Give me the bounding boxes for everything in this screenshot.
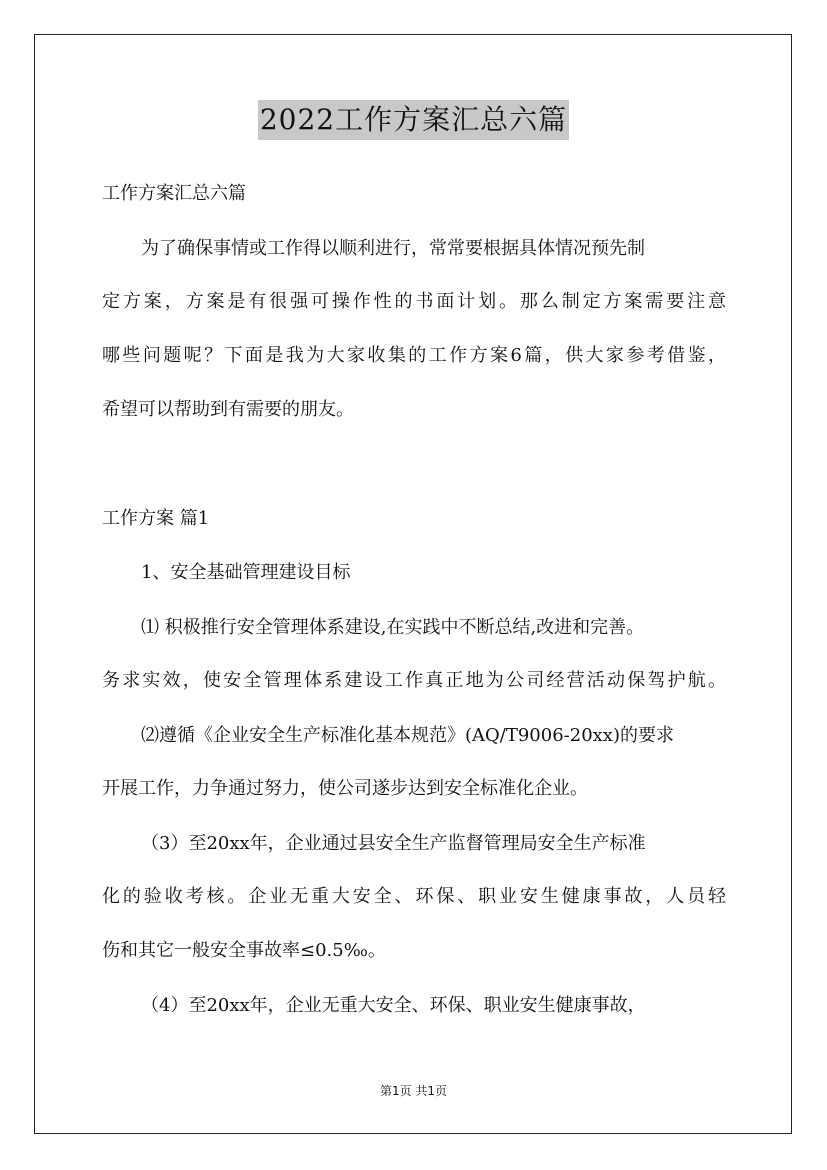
paragraph-line: （3）至20xx年，企业通过县安全生产监督管理局安全生产标准 [141,833,646,854]
document-title: 2022工作方案汇总六篇 [258,100,569,140]
section-subheading: 1、安全基础管理建设目标 [141,562,351,583]
paragraph-line: 为了确保事情或工作得以顺利进行，常常要根据具体情况预先制 [141,238,645,259]
section-heading: 工作方案 篇1 [102,508,210,529]
paragraph-line: 希望可以帮助到有需要的朋友。 [102,399,354,420]
paragraph-line: 哪些问题呢？下面是我为大家收集的工作方案6篇，供大家参考借鉴， [102,345,726,366]
paragraph-line: ⑵遵循《企业安全生产标准化基本规范》(AQ/T9006-20xx)的要求 [141,725,674,746]
paragraph-line: 伤和其它一般安全事故率≤0.5‰。 [102,940,386,961]
paragraph-line: 开展工作，力争通过努力，使公司遂步达到安全标准化企业。 [102,778,588,799]
document-title-wrap [0,100,827,140]
paragraph-line: （4）至20xx年，企业无重大安全、环保、职业安生健康事故， [141,995,646,1016]
paragraph-line: 化的验收考核。企业无重大安全、环保、职业安生健康事故，人员轻 [102,886,726,907]
paragraph-line: 定方案，方案是有很强可操作性的书面计划。那么制定方案需要注意 [102,291,726,312]
page-footer: 第1页 共1页 [379,1084,448,1098]
paragraph-line: ⑴ 积极推行安全管理体系建设,在实践中不断总结,改进和完善。 [141,617,645,638]
paragraph-line: 务求实效，使安全管理体系建设工作真正地为公司经营活动保驾护航。 [102,670,726,691]
subtitle-line: 工作方案汇总六篇 [102,183,246,204]
